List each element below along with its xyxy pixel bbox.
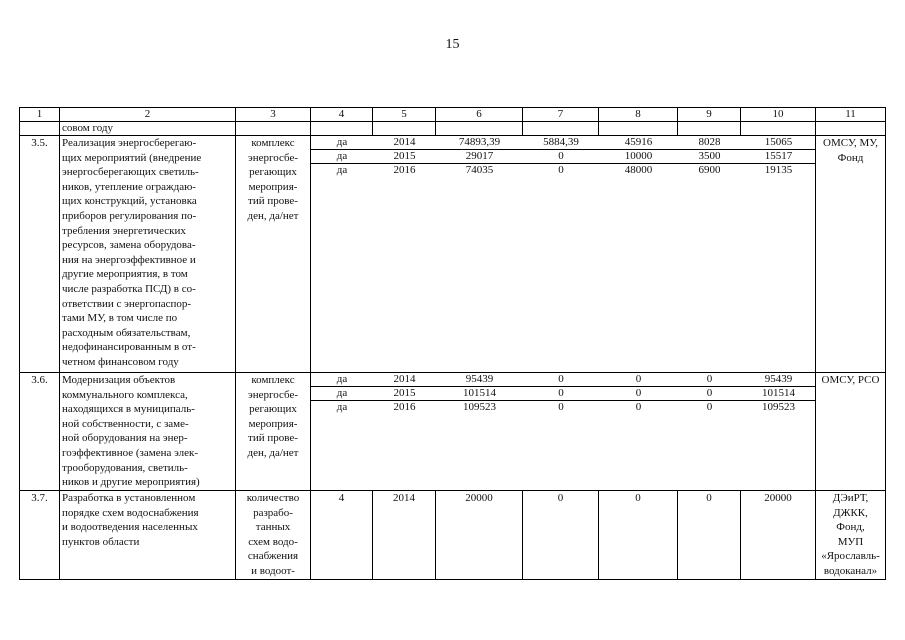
row-number: 3.6. [20, 373, 60, 491]
value-cell: 109523 [741, 401, 816, 415]
value-cell: 101514 [436, 387, 523, 401]
value-cell: 20000 [436, 491, 523, 580]
row-indicator: комплекс энергосбе- регающих мероприя- тий прове- ден, да/нет [236, 136, 311, 373]
year-cell: 2016 [373, 401, 436, 415]
value-cell: 45916 [624, 136, 653, 148]
year-line [311, 136, 816, 150]
column-header: 9 [678, 108, 741, 122]
value-cell: 0 [678, 401, 741, 415]
value-cell: 3500 [678, 150, 741, 164]
program-table [19, 107, 886, 580]
column-header: 4 [311, 108, 373, 122]
year-line [311, 164, 816, 178]
year-cell: 2014 [373, 491, 436, 580]
year-line [311, 373, 816, 387]
column-header: 1 [20, 108, 60, 122]
value-cell: 0 [523, 164, 599, 178]
table-row [20, 373, 886, 491]
value-cell: 15065 [764, 136, 793, 148]
column-header: 6 [436, 108, 523, 122]
value-cell: да [311, 164, 373, 178]
year-cell: 2014 [393, 136, 416, 148]
column-header: 8 [599, 108, 678, 122]
column-number-header-row [20, 108, 886, 122]
value-cell: да [311, 401, 373, 415]
column-header: 7 [523, 108, 599, 122]
year-cell: 2016 [373, 164, 436, 178]
value-cell: 101514 [741, 387, 816, 401]
value-cell: 0 [599, 401, 678, 415]
value-cell: 19135 [741, 164, 816, 178]
yearly-values [311, 136, 816, 373]
value-cell: 0 [523, 150, 599, 164]
row-description: Разработка в установленном порядке схем водоснабжения и водоотведения населенных пунктов области [60, 491, 236, 580]
value-cell: 48000 [599, 164, 678, 178]
year-line [311, 401, 816, 415]
carry-over-row [20, 122, 886, 136]
yearly-values [311, 373, 816, 491]
table-row [20, 136, 886, 373]
page-number: 15 [445, 37, 460, 52]
value-cell: 0 [678, 387, 741, 401]
table-row [20, 491, 886, 580]
row-executor: ОМСУ, МУ, Фонд [816, 136, 886, 373]
value-cell: 74035 [436, 164, 523, 178]
value-cell: 109523 [436, 401, 523, 415]
row-indicator: комплекс энергосбе- регающих мероприя- тий прове- ден, да/нет [236, 373, 311, 491]
year-cell: 2015 [373, 150, 436, 164]
value-cell: 0 [706, 373, 713, 385]
row-executor: ДЭиРТ, ДЖКК, Фонд, МУП «Ярославль- водоканал» [816, 491, 886, 580]
value-cell: 0 [523, 401, 599, 415]
value-cell: да [336, 136, 348, 148]
value-cell: 10000 [599, 150, 678, 164]
row-number: 3.5. [20, 136, 60, 373]
value-cell: да [336, 373, 348, 385]
value-cell: 0 [635, 373, 642, 385]
year-line [311, 150, 816, 164]
year-cell: 2014 [393, 373, 416, 385]
value-cell: 0 [523, 491, 599, 580]
row-executor: ОМСУ, РСО [816, 373, 886, 491]
value-cell: 29017 [436, 150, 523, 164]
value-cell: да [311, 150, 373, 164]
value-cell: 6900 [678, 164, 741, 178]
carry-over-text: совом году [60, 122, 236, 136]
value-cell: 95439 [764, 373, 793, 385]
value-cell: 95439 [465, 373, 494, 385]
year-line [311, 387, 816, 401]
column-header: 3 [236, 108, 311, 122]
column-header: 5 [373, 108, 436, 122]
value-cell: 0 [558, 373, 564, 385]
value-cell: 8028 [698, 136, 721, 148]
column-header: 10 [741, 108, 816, 122]
row-indicator: количество разрабо- танных схем водо- снабжения и водоот- [236, 491, 311, 580]
year-cell: 2015 [373, 387, 436, 401]
value-cell: 74893,39 [458, 136, 501, 148]
value-cell: 15517 [741, 150, 816, 164]
column-header: 2 [60, 108, 236, 122]
row-description: Реализация энергосберегаю- щих мероприятий (внедрение энергосберегающих светиль- ников, утепление ограждаю- щих конструкций, установка приборов регулирования по- требления энергетических ресурсов, замена оборудова- ния на энергоэффективное и другие мероприятия, в том числе разработка ПСД) в со- ответствии с энергопаспор- тами МУ, в том числе по расходным обязательствам, недофинансированным в от- четном финансовом году [60, 136, 236, 373]
row-description: Модернизация объектов коммунального комплекса, находящихся в муниципаль- ной собственности, с заме- ной оборудования на энер- гоэффективное (замена элек- трооборудования, светиль- ников и другие мероприятия) [60, 373, 236, 491]
value-cell: 20000 [741, 491, 816, 580]
value-cell: 0 [599, 387, 678, 401]
column-header: 11 [816, 108, 886, 122]
value-cell: 4 [311, 491, 373, 580]
value-cell: да [311, 387, 373, 401]
value-cell: 0 [523, 387, 599, 401]
value-cell: 0 [678, 491, 741, 580]
row-number: 3.7. [20, 491, 60, 580]
value-cell: 5884,39 [543, 136, 579, 148]
value-cell: 0 [599, 491, 678, 580]
